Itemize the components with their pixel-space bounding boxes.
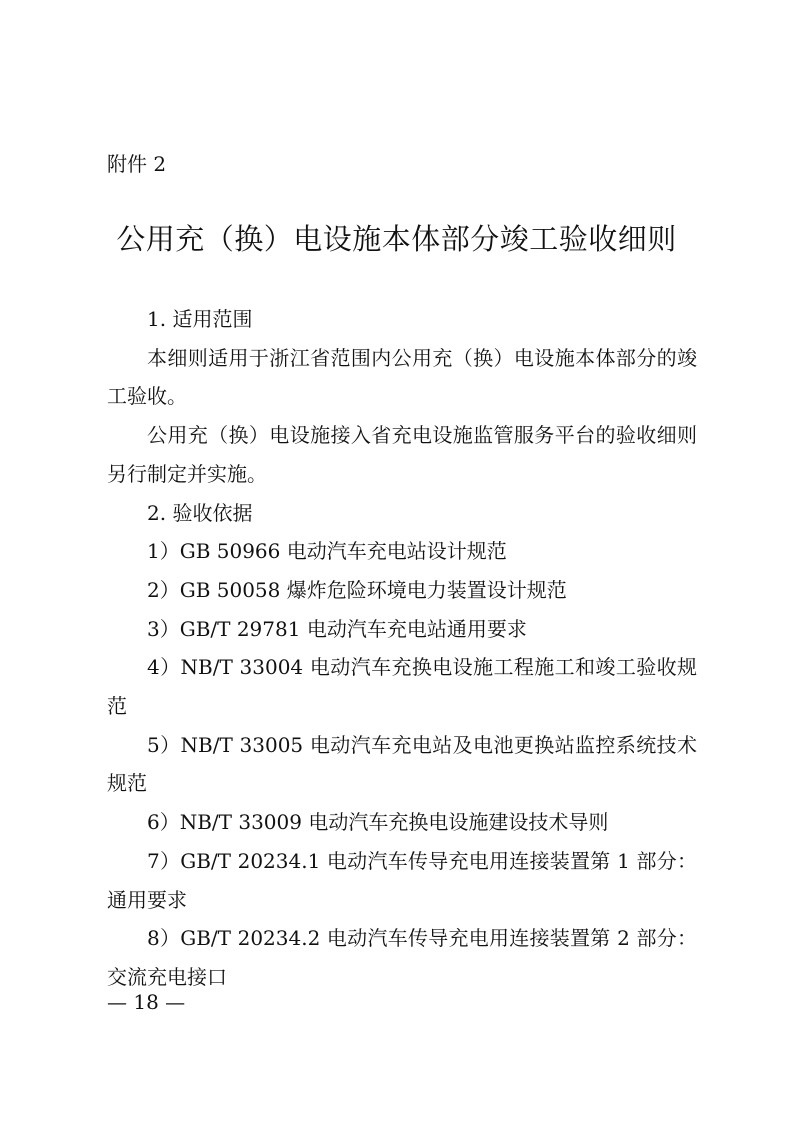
standard-item-5: 5）NB/T 33005 电动汽车充电站及电池更换站监控系统技术规范 <box>107 732 697 796</box>
standard-item-1: 1）GB 50966 电动汽车充电站设计规范 <box>147 539 507 564</box>
standard-item-6: 6）NB/T 33009 电动汽车充换电设施建设技术导则 <box>147 810 609 835</box>
section-heading-scope: 1. 适用范围 <box>147 307 253 331</box>
standard-item-7: 7）GB/T 20234.1 电动汽车传导充电用连接装置第 1 部分：通用要求 <box>107 848 697 912</box>
page-number: — 18 — <box>107 990 186 1014</box>
paragraph-platform-note: 公用充（换）电设施接入省充电设施监管服务平台的验收细则另行制定并实施。 <box>107 423 697 486</box>
paragraph-scope-description: 本细则适用于浙江省范围内公用充（换）电设施本体部分的竣工验收。 <box>107 345 697 409</box>
attachment-label: 附件 2 <box>107 152 167 176</box>
document-body <box>107 300 697 997</box>
section-heading-basis: 2. 验收依据 <box>147 500 253 525</box>
document-title: 公用充（换）电设施本体部分竣工验收细则 <box>116 222 677 256</box>
standard-item-3: 3）GB/T 29781 电动汽车充电站通用要求 <box>147 616 527 641</box>
standard-item-4: 4）NB/T 33004 电动汽车充换电设施工程施工和竣工验收规范 <box>107 655 697 719</box>
standard-item-8: 8）GB/T 20234.2 电动汽车传导充电用连接装置第 2 部分：交流充电接口 <box>107 926 697 989</box>
standard-item-2: 2）GB 50058 爆炸危险环境电力装置设计规范 <box>147 577 567 602</box>
